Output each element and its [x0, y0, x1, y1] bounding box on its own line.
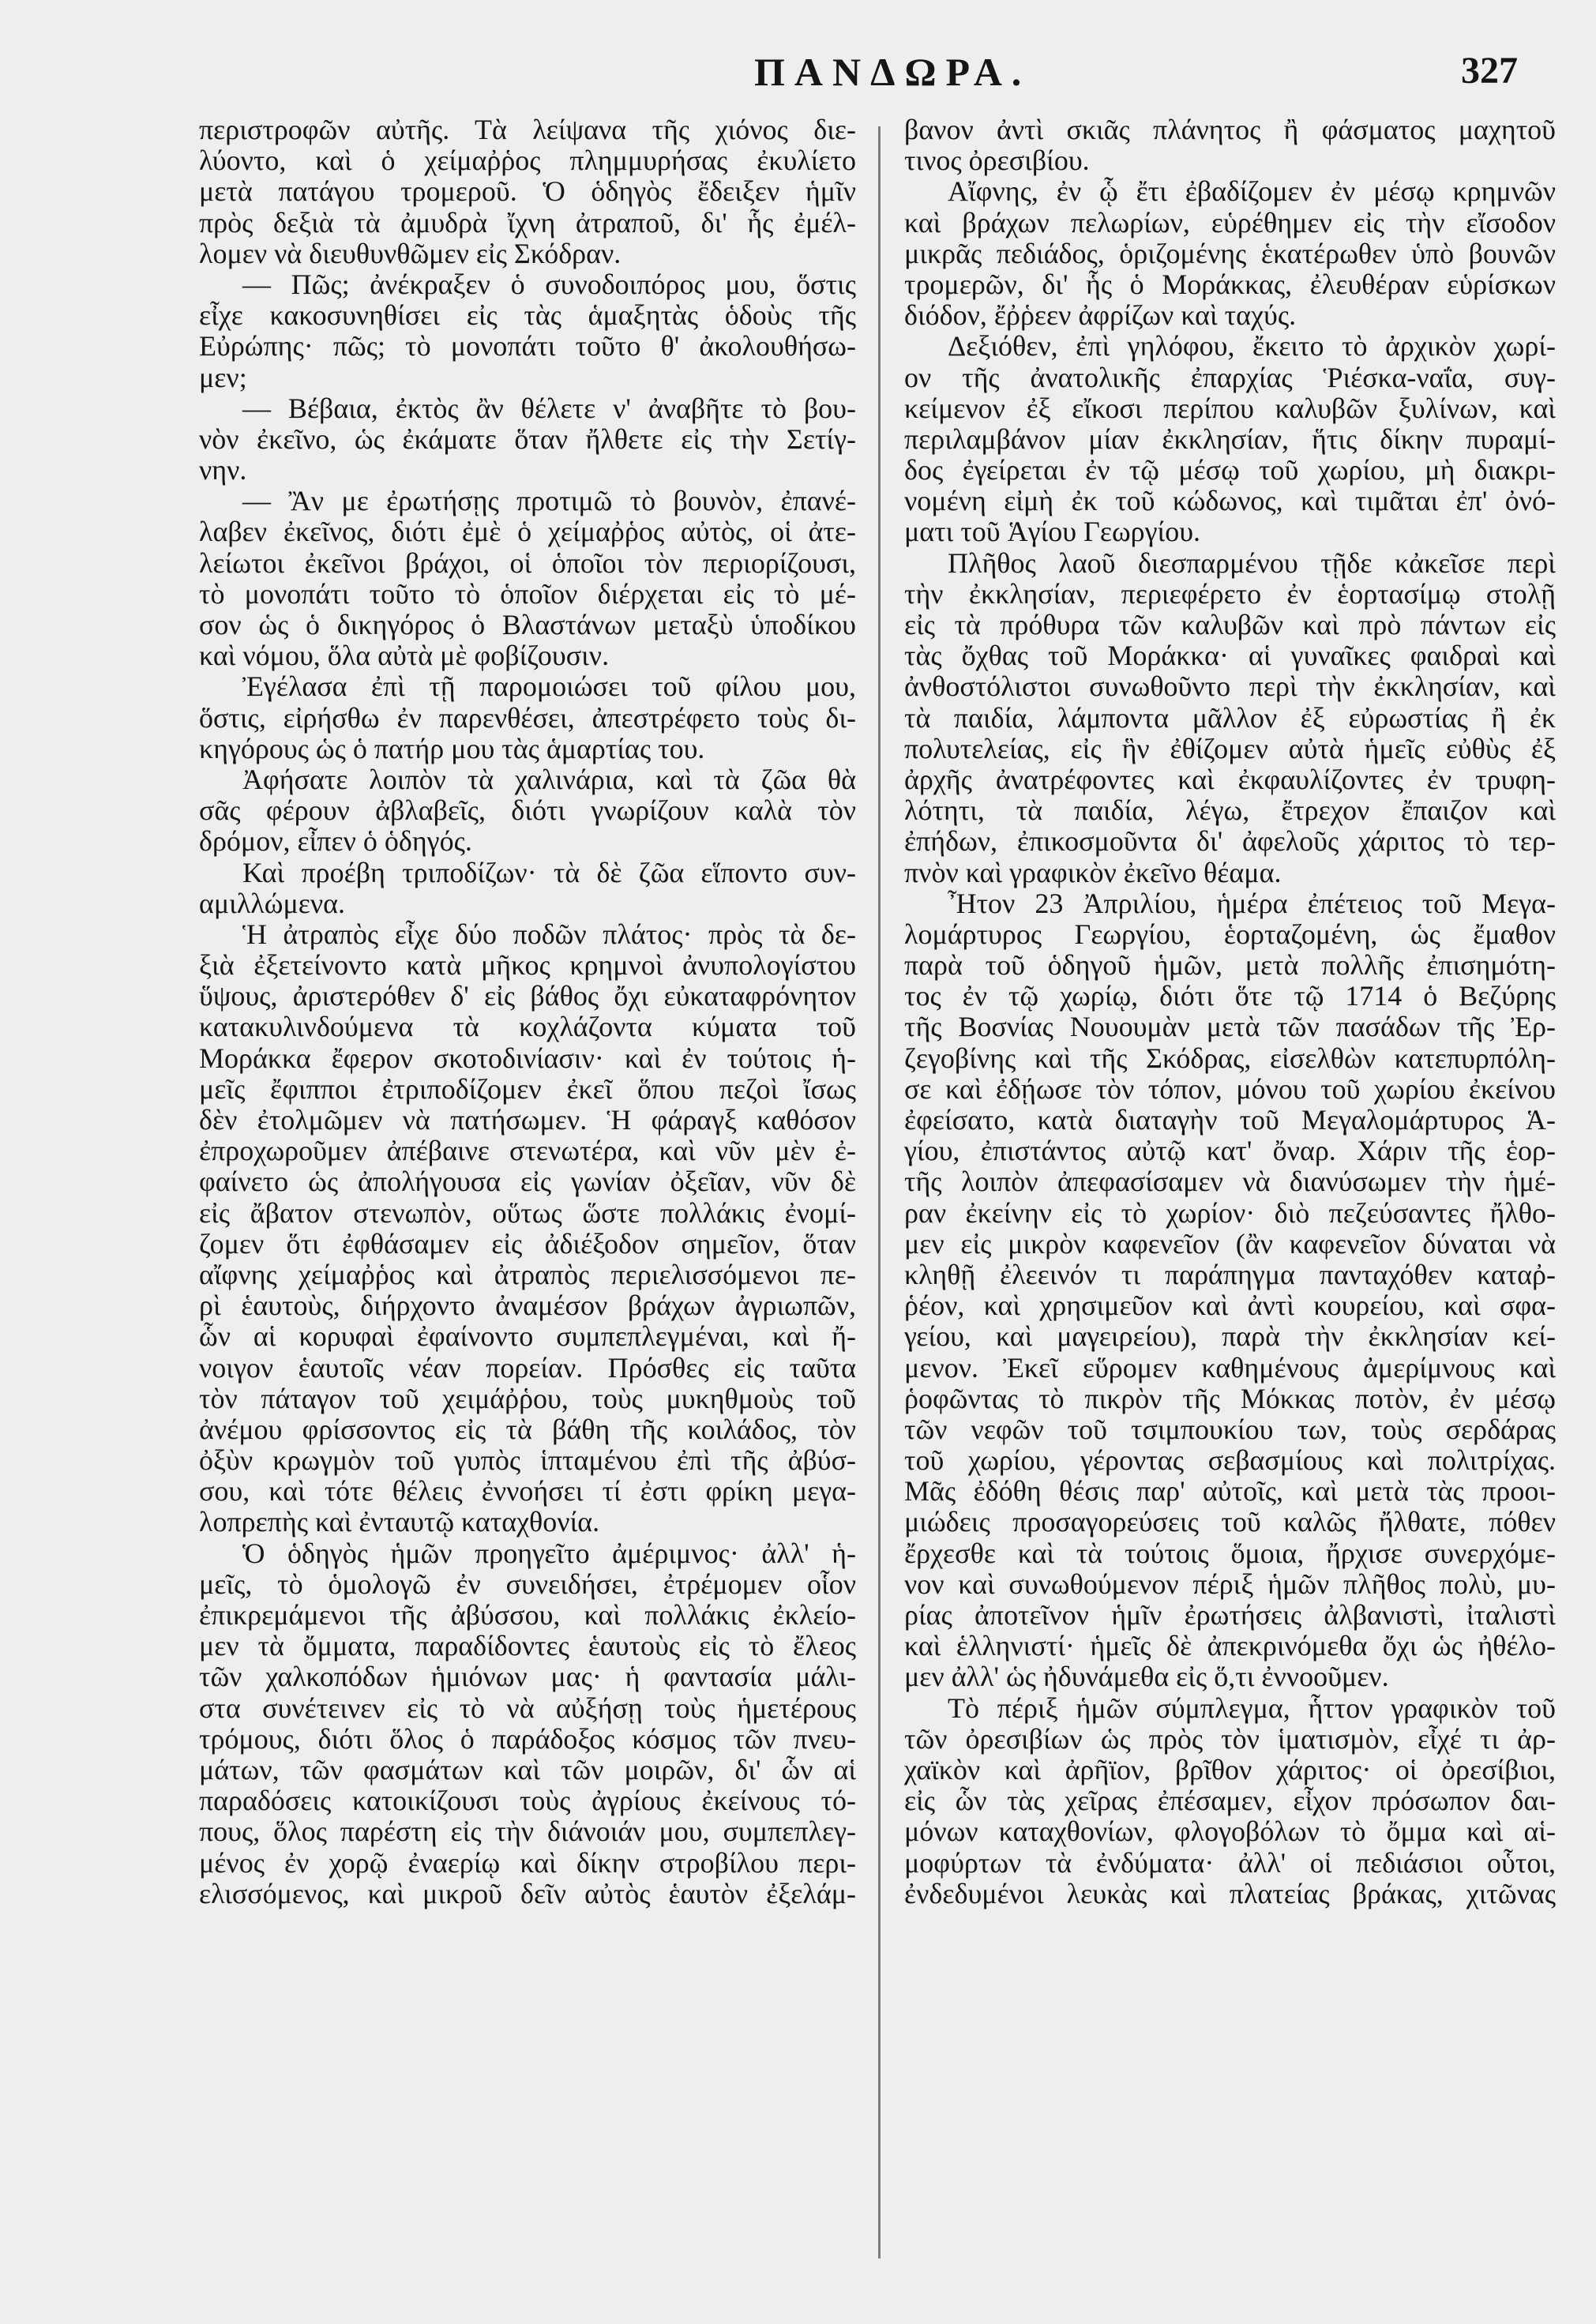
text-line: κληθῇ ἐλεεινόν τι παράπηγμα πανταχόθεν καταῤ- [904, 1259, 1556, 1290]
text-line: ὅστις, εἰρήσθω ἐν παρενθέσει, ἀπεστρέφετο τοὺς δι- [199, 702, 856, 734]
text-line: εἰς ὧν τὰς χεῖρας ἐπέσαμεν, εἶχον πρόσωπον δαι- [904, 1785, 1556, 1817]
text-line: τοῦ χωρίου, γέροντας σεβασμίους καὶ πολιτρίχας. [904, 1445, 1556, 1477]
text-line: ρὶ ἑαυτοὺς, διήρχοντο ἀναμέσον βράχων ἀγριωπῶν, [199, 1290, 856, 1322]
text-line: τὴν ἐκκλησίαν, περιεφέρετο ἐν ἑορτασίμῳ στολῇ [904, 578, 1556, 610]
text-line: μετὰ πατάγου τρομεροῦ. Ὁ ὁδηγὸς ἔδειξεν ἡμῖν [199, 176, 856, 208]
text-line: μικρᾶς πεδιάδος, ὁριζομένης ἑκατέρωθεν ὑπὸ βουνῶν [904, 238, 1556, 269]
left-column [199, 115, 856, 1909]
text-line: χαϊκὸν καὶ ἀρῆϊον, βρῖθον χάριτος· οἱ ὀρεσίβιοι, [904, 1754, 1556, 1785]
text-line: πρὸς δεξιὰ τὰ ἀμυδρὰ ἴχνη ἀτραποῦ, δι' ἧς ἐμέλ- [199, 207, 856, 238]
text-line: σον ὡς ὁ δικηγόρος ὁ Βλαστάνων μεταξὺ ὑποδίκου [199, 610, 856, 640]
text-line: κείμενον ἐξ εἴκοσι περίπου καλυβῶν ξυλίνων, καὶ [904, 392, 1556, 424]
text-line: μόνων καταχθονίων, φλογοβόλων τὸ ὄμμα καὶ αἱ- [904, 1816, 1556, 1848]
text-line: μένος ἐν χορῷ ἐναερίῳ καὶ δίκην στροβίλου περι- [199, 1847, 856, 1879]
text-line: Μᾶς ἐδόθη θέσις παρ' αὐτοῖς, καὶ μετὰ τὰς προοι- [904, 1476, 1556, 1507]
text-line: ελισσόμενος, καὶ μικροῦ δεῖν αὐτὸς ἑαυτὸν ἐξελάμ- [199, 1878, 856, 1909]
text-line: νομένη εἰμὴ ἐκ τοῦ κώδωνος, καὶ τιμᾶται ἐπ' ὀνό- [904, 486, 1556, 517]
text-line: ρίας ἀποτεῖνον ἡμῖν ἐρωτήσεις ἀλβανιστὶ, ἰταλιστὶ [904, 1600, 1556, 1631]
text-line: λομάρτυρος Γεωργίου, ἑορταζομένη, ὡς ἔμαθον [904, 918, 1556, 950]
text-line: Καὶ προέβη τριποδίζων· τὰ δὲ ζῶα εἵποντο συν- [242, 857, 856, 888]
text-line: λείωτοι ἐκεῖνοι βράχοι, οἱ ὁποῖοι τὸν περιορίζουσι, [199, 547, 856, 579]
text-line: σᾶς φέρουν ἀβλαβεῖς, διότι γνωρίζουν καλὰ τὸν [199, 795, 856, 827]
text-line: τρομερῶν, δι' ἧς ὁ Μοράκκας, ἐλευθέραν εὑρίσκων [904, 268, 1556, 300]
text-line: Ἐγέλασα ἐπὶ τῇ παρομοιώσει τοῦ φίλου μου, [242, 671, 856, 703]
text-line: μεῖς ἔφιπποι ἐτριποδίζομεν ἐκεῖ ὅπου πεζοὶ ἴσως [199, 1073, 856, 1105]
text-line: ἐπικρεμάμενοι τῆς ἀβύσσου, καὶ πολλάκις ἐκλείο- [199, 1600, 856, 1631]
text-line: νοιγον ἑαυτοῖς νέαν πορείαν. Πρόσθες εἰς ταῦτα [199, 1352, 856, 1384]
text-line: πολυτελείας, εἰς ἣν ἐθίζομεν αὐτὰ ἡμεῖς εὐθὺς ἐξ [904, 733, 1556, 764]
text-line: γίου, ἐπιστάντος αὐτῷ κατ' ὄναρ. Χάριν τῆς ἑορ- [904, 1136, 1556, 1167]
text-line: μοφύρτων τὰ ἐνδύματα· ἀλλ' οἱ πεδιάσιοι οὗτοι, [904, 1847, 1556, 1879]
text-line: πνὸν καὶ γραφικὸν ἐκεῖνο θέαμα. [904, 857, 1282, 888]
text-line: Ἦτον 23 Ἀπριλίου, ἡμέρα ἐπέτειος τοῦ Μεγα- [948, 888, 1556, 919]
text-line: τῆς λοιπὸν ἀπεφασίσαμεν νὰ διανύσωμεν τὴν ἡμέ- [904, 1166, 1556, 1198]
text-line: καὶ ἑλληνιστί· ἡμεῖς δὲ ἀπεκρινόμεθα ὄχι ὡς ἠθέλο- [904, 1631, 1556, 1662]
text-line: τὰ παιδία, λάμποντα μᾶλλον ἐξ εὐρωστίας ἢ ἐκ [904, 702, 1556, 734]
text-line: μεν τὰ ὄμματα, παραδίδοντες ἑαυτοὺς εἰς τὸ ἔλεος [199, 1631, 856, 1662]
text-line: ὀξὺν κρωγμὸν τοῦ γυπὸς ἱπταμένου ἐπὶ τῆς ἀβύσ- [199, 1445, 856, 1477]
text-line: νὸν ἐκεῖνο, ὡς ἐκάματε ὅταν ἤλθετε εἰς τὴν Σετίγ- [199, 423, 856, 455]
text-line: ὧν αἱ κορυφαὶ ἐφαίνοντο συμπεπλεγμέναι, καὶ ἤ- [199, 1321, 856, 1353]
text-line: μεν ἀλλ' ὡς ἠδυνάμεθα εἰς ὅ,τι ἐννοοῦμεν. [904, 1661, 1389, 1693]
text-line: Ἡ ἀτραπὸς εἶχε δύο ποδῶν πλάτος· πρὸς τὰ δε- [242, 918, 856, 950]
text-line: ἀνέμου φρίσσοντος εἰς τὰ βάθη τῆς κοιλάδος, τὸν [199, 1414, 856, 1445]
text-line: ζομεν ὅτι ἐφθάσαμεν εἰς ἀδιέξοδον σημεῖον, ὅταν [199, 1228, 856, 1260]
text-line: Ὁ ὁδηγὸς ἡμῶν προηγεῖτο ἀμέριμνος· ἀλλ' ἡ- [242, 1537, 856, 1569]
text-line: ματι τοῦ Ἁγίου Γεωργίου. [904, 516, 1201, 548]
text-line: ἐφείσατο, κατὰ διαταγὴν τοῦ Μεγαλομάρτυρος Ἁ- [904, 1105, 1556, 1136]
text-line: δὲν ἐτολμῶμεν νὰ πατήσωμεν. Ἡ φάραγξ καθόσον [199, 1105, 856, 1136]
text-line: Αἴφνης, ἐν ᾧ ἔτι ἐβαδίζομεν ἐν μέσῳ κρημνῶν [948, 176, 1556, 208]
text-line: λομεν νὰ διευθυνθῶμεν εἰς Σκόδραν. [199, 238, 622, 269]
running-head [0, 49, 1596, 112]
text-line: τῶν χαλκοπόδων ἡμιόνων μας· ἡ φαντασία μάλι- [199, 1661, 856, 1693]
text-line: περιλαμβάνον μίαν ἐκκλησίαν, ἥτις δίκην πυραμί- [904, 423, 1556, 455]
text-line: μεν εἰς μικρὸν καφενεῖον (ἂν καφενεῖον δύναται νὰ [904, 1228, 1556, 1260]
text-line: τρόμους, διότι ὅλος ὁ παράδοξος κόσμος τῶν πνευ- [199, 1723, 856, 1755]
text-line: — Ἂν με ἐρωτήσῃς προτιμῶ τὸ βουνὸν, ἐπανέ- [242, 486, 856, 517]
text-line: Εὐρώπης· πῶς; τὸ μονοπάτι τοῦτο θ' ἀκολουθήσω- [199, 331, 856, 362]
text-line: ἀνθοστόλιστοι συνωθοῦντο περὶ τὴν ἐκκλησίαν, καὶ [904, 671, 1556, 703]
page-number: 327 [1461, 50, 1518, 92]
text-line: Πλῆθος λαοῦ διεσπαρμένου τῇδε κἀκεῖσε περὶ [948, 547, 1556, 579]
text-line: διόδον, ἔῤῥεεν ἀφρίζων καὶ ταχύς. [904, 300, 1297, 332]
text-line: κατακυλινδούμενα τὰ κοχλάζοντα κύματα τοῦ [199, 1012, 856, 1043]
text-line: τῶν ὀρεσιβίων ὡς πρὸς τὸν ἱματισμὸν, εἶχέ τι ἀρ- [904, 1723, 1556, 1755]
text-line: ὕψους, ἀριστερόθεν δ' εἰς βάθος ὄχι εὐκαταφρόνητον [199, 981, 856, 1012]
text-line: τὰς ὄχθας τοῦ Μοράκκα· αἱ γυναῖκες φαιδραὶ καὶ [904, 640, 1556, 672]
text-line: τῆς Βοσνίας Νουουμὰν μετὰ τῶν πασάδων τῆς Ἐρ- [904, 1012, 1556, 1043]
journal-title: ΠΑΝΔΩΡΑ. [754, 50, 1031, 94]
text-line: σου, καὶ τότε θέλεις ἐννοήσει τί ἐστι φρίκη μεγα- [199, 1476, 856, 1507]
text-line: Δεξιόθεν, ἐπὶ γηλόφου, ἔκειτο τὸ ἀρχικὸν χωρί- [948, 331, 1556, 362]
text-line: εἰς ἄβατον στενωπὸν, οὕτως ὥστε πολλάκις ἐνομί- [199, 1197, 856, 1229]
text-line: ραν ἐκείνην εἰς τὸ χωρίον· διὸ πεζεύσαντες ἤλθο- [904, 1197, 1556, 1229]
text-line: νον καὶ συνωθούμενον πέριξ ἡμῶν πλῆθος πολὺ, μυ- [904, 1568, 1556, 1600]
text-line: πους, ὅλος παρέστη εἰς τὴν διάνοιάν μου, συμπεπλεγ- [199, 1816, 856, 1848]
text-line: ζεγοβίνης καὶ τῆς Σκόδρας, εἰσελθὼν κατεπυρπόλη- [904, 1042, 1556, 1074]
text-line: εἶχε κακοσυνηθίσει εἰς τὰς ἁμαξητὰς ὁδοὺς τῆς [199, 300, 856, 332]
text-line: μεν; [199, 362, 247, 393]
text-line: μιώδεις προσαγορεύσεις τοῦ καλῶς ἤλθατε, πόθεν [904, 1507, 1556, 1538]
text-line: λύοντο, καὶ ὁ χείμαῤῥος πλημμυρήσας ἐκυλίετο [199, 145, 856, 177]
text-line: παρὰ τοῦ ὁδηγοῦ ἡμῶν, μετὰ πολλῆς ἐπισημότη- [904, 950, 1556, 982]
text-line: — Βέβαια, ἐκτὸς ἂν θέλετε ν' ἀναβῆτε τὸ βου- [242, 392, 856, 424]
text-line: αμιλλώμενα. [199, 888, 346, 919]
text-line: δος ἐγείρεται ἐν τῷ μέσῳ τοῦ χωρίου, μὴ διακρι- [904, 455, 1556, 486]
text-line: γείου, καὶ μαγειρείου), παρὰ τὴν ἐκκλησίαν κεί- [904, 1321, 1556, 1353]
text-line: ξιὰ ἐξετείνοντο κατὰ μῆκος κρημνοὶ ἀνυπολογίστου [199, 950, 856, 982]
text-line: αἴφνης χείμαῤῥος καὶ ἀτραπὸς περιελισσόμενοι πε- [199, 1259, 856, 1290]
text-line: καὶ νόμου, ὅλα αὐτὰ μὲ φοβίζουσιν. [199, 640, 610, 672]
text-line: καὶ βράχων πελωρίων, εὑρέθημεν εἰς τὴν εἴσοδον [904, 207, 1556, 238]
text-line: — Πῶς; ἀνέκραξεν ὁ συνοδοιπόρος μου, ὅστις [242, 268, 856, 300]
text-line: ἐπήδων, ἐπικοσμοῦντα δι' ἀφελοῦς χάριτος τὸ τερ- [904, 826, 1556, 858]
text-line: τος ἐν τῷ χωρίῳ, διότι ὅτε τῷ 1714 ὁ Βεζύρης [904, 981, 1556, 1012]
text-line: δρόμον, εἶπεν ὁ ὁδηγός. [199, 826, 472, 858]
text-line: ἐνδεδυμένοι λευκὰς καὶ πλατείας βράκας, χιτῶνας [904, 1878, 1556, 1909]
right-column [904, 115, 1556, 1909]
text-line: εἰς τὰ πρόθυρα τῶν καλυβῶν καὶ πρὸ πάντων εἰς [904, 610, 1556, 640]
text-line: σε καὶ ἐδῄωσε τὸν τόπον, μόνου τοῦ χωρίου ἐκείνου [904, 1073, 1556, 1105]
text-line: λαβεν ἐκεῖνος, διότι ἐμὲ ὁ χείμαῤῥος αὐτὸς, οἱ ἀτε- [199, 516, 856, 548]
text-line: περιστροφῶν αὐτῆς. Τὰ λείψανα τῆς χιόνος διε- [199, 115, 856, 145]
text-line: ἀρχῆς ἀνατρέφοντες καὶ ἐκφαυλίζοντες ἐν τρυφη- [904, 764, 1556, 795]
text-line: παραδόσεις κατοικίζουσι τοὺς ἀγρίους ἐκείνους τό- [199, 1785, 856, 1817]
text-line: νην. [199, 455, 247, 486]
text-line: τὸν πάταγον τοῦ χειμάῤῥου, τοὺς μυκηθμοὺς τοῦ [199, 1383, 856, 1414]
text-line: ῥέον, καὶ χρησιμεῦον καὶ ἀντὶ κουρείου, καὶ σφα- [904, 1290, 1556, 1322]
text-line: μενον. Ἐκεῖ εὕρομεν καθημένους ἀμερίμνους καὶ [904, 1352, 1556, 1384]
text-line: ον τῆς ἀνατολικῆς ἐπαρχίας Ῥιέσκα-ναΐα, συγ- [904, 362, 1556, 393]
text-line: ἐπροχωροῦμεν ἀπέβαινε στενωτέρα, καὶ νῦν μὲν ἐ- [199, 1136, 856, 1167]
text-line: βανον ἀντὶ σκιᾶς πλάνητος ἢ φάσματος μαχητοῦ [904, 115, 1556, 145]
text-line: κηγόρους ὡς ὁ πατήρ μου τὰς ἁμαρτίας του. [199, 733, 705, 764]
text-line: τινος ὀρεσιβίου. [904, 145, 1090, 177]
text-line: Ἀφήσατε λοιπὸν τὰ χαλινάρια, καὶ τὰ ζῶα θὰ [242, 764, 856, 795]
text-line: τὸ μονοπάτι τοῦτο τὸ ὁποῖον διέρχεται εἰς τὸ μέ- [199, 578, 856, 610]
text-line: στα συνέτεινεν εἰς τὸ νὰ αὐξήσῃ τοὺς ἡμετέρους [199, 1692, 856, 1724]
column-divider [878, 126, 881, 2258]
text-line: λότητι, τὰ παιδία, λέγω, ἔτρεχον ἔπαιζον καὶ [904, 795, 1556, 827]
text-line: τῶν νεφῶν τοῦ τσιμπουκίου των, τοὺς σερδάρας [904, 1414, 1556, 1445]
text-line: Μοράκκα ἔφερον σκοτοδινίασιν· καὶ ἐν τούτοις ἡ- [199, 1042, 856, 1074]
text-line: μάτων, τῶν φασμάτων καὶ τῶν μοιρῶν, δι' ὧν αἱ [199, 1754, 856, 1785]
text-line: ἔρχεσθε καὶ τὰ τούτοις ὅμοια, ἤρχισε συνερχόμε- [904, 1537, 1556, 1569]
text-line: μεῖς, τὸ ὁμολογῶ ἐν συνειδήσει, ἐτρέμομεν οἷον [199, 1568, 856, 1600]
text-line: Τὸ πέριξ ἡμῶν σύμπλεγμα, ἧττον γραφικὸν τοῦ [948, 1692, 1556, 1724]
text-line: ῥοφῶντας τὸ πικρὸν τῆς Μόκκας ποτὸν, ἐν μέσῳ [904, 1383, 1556, 1414]
text-line: λοπρεπὴς καὶ ἐνταυτῷ καταχθονία. [199, 1507, 600, 1538]
text-line: φαίνετο ὡς ἀπολήγουσα εἰς γωνίαν ὀξεῖαν, νῦν δὲ [199, 1166, 856, 1198]
